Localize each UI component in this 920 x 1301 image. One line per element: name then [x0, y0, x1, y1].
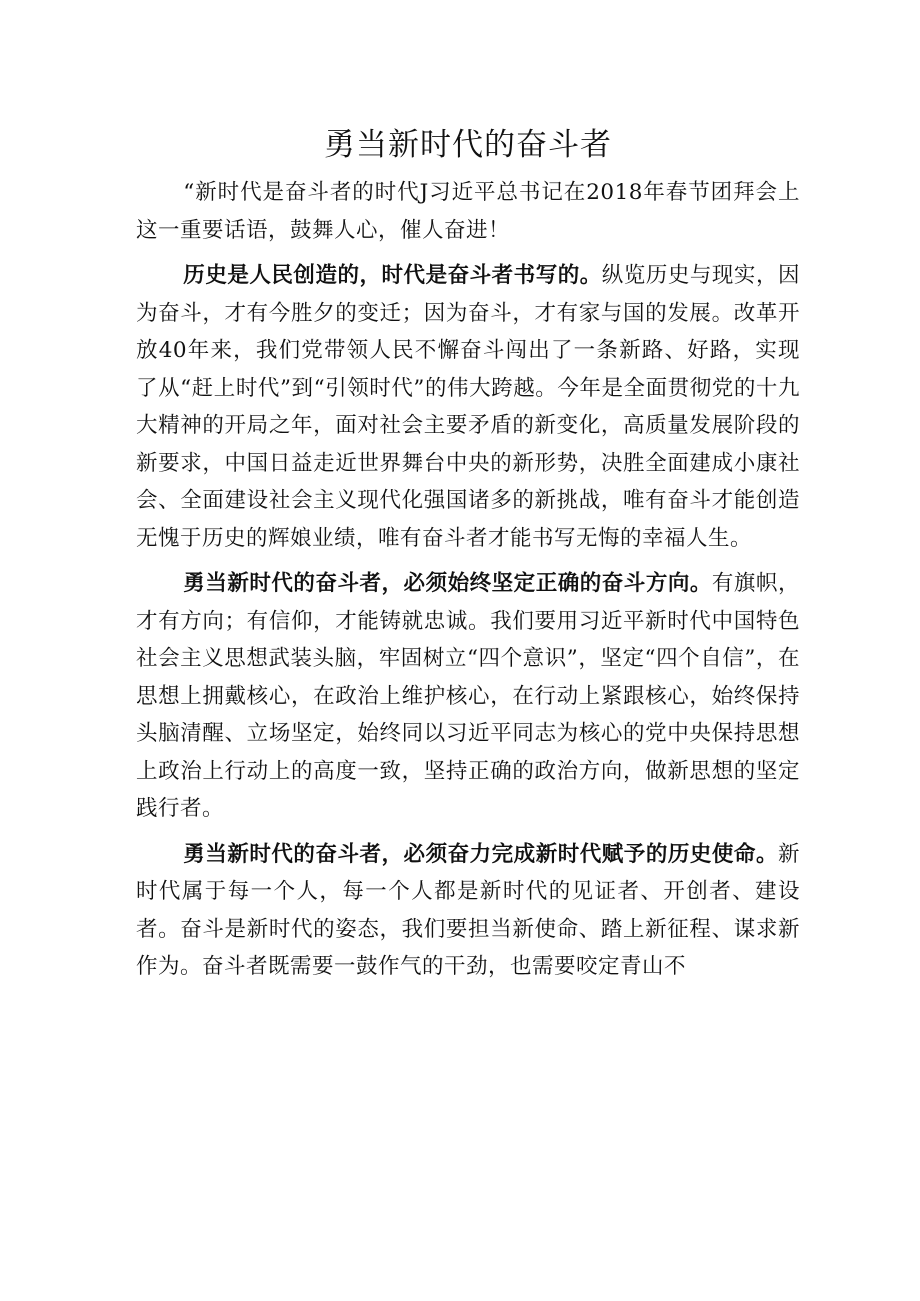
paragraph-1-text: “新时代是奋斗者的时代J习近平总书记在2018年春节团拜会上这一重要话语，鼓舞人心，催人奋进！ [136, 180, 800, 243]
document-title: 勇当新时代的奋斗者 [324, 127, 612, 163]
paragraph-4 [136, 836, 800, 986]
paragraph-4-text: 新时代属于每一个人，每一个人都是新时代的见证者、开创者、建设者。奋斗是新时代的姿态，我们要担当新使命、踏上新征程、谋求新作为。奋斗者既需要一鼓作气的干劲，也需要咬定青山不 [136, 841, 800, 979]
paragraph-3 [136, 565, 800, 828]
document-page [136, 118, 800, 994]
paragraph-3-lead: 勇当新时代的奋斗者，必须始终坚定正确的奋斗方向。 [183, 571, 712, 596]
paragraph-4-lead: 勇当新时代的奋斗者，必须奋力完成新时代赋予的历史使命。 [183, 841, 778, 867]
paragraph-3-text: 有旗帜，才有方向；有信仰，才能铸就忠诚。我们要用习近平新时代中国特色社会主义思想武装头脑，牢固树立“四个意识”，坚定“四个自信”，在思想上拥戴核心，在政治上维护核心，在行动上紧跟核心，始终保持头脑清醒、立场坚定，始终同以习近平同志为核心的党中央保持思想上政治上行动上的高度一致，坚持正确的政治方向，做新思想的坚定践行者。 [136, 571, 801, 821]
paragraph-1 [136, 174, 800, 249]
paragraph-2-text: 纵览历史与现实，因为奋斗，才有今胜夕的变迁；因为奋斗，才有家与国的发展。改革开放40年来，我们党带领人民不懈奋斗闯出了一条新路、好路，实现了从“赶上时代”到“引领时代”的伟大跨越。今年是全面贯彻党的十九大精神的开局之年，面对社会主要矛盾的新变化，高质量发展阶段的新要求，中国日益走近世界舞台中央的新形势，决胜全面建成小康社会、全面建设社会主义现代化强国诸多的新挑战，唯有奋斗才能创造无愧于历史的辉娘业绩，唯有奋斗者才能书写无悔的幸福人生。 [136, 263, 800, 551]
paragraph-2 [136, 257, 800, 557]
paragraph-2-lead: 历史是人民创造的，时代是奋斗者书写的。 [183, 263, 602, 288]
